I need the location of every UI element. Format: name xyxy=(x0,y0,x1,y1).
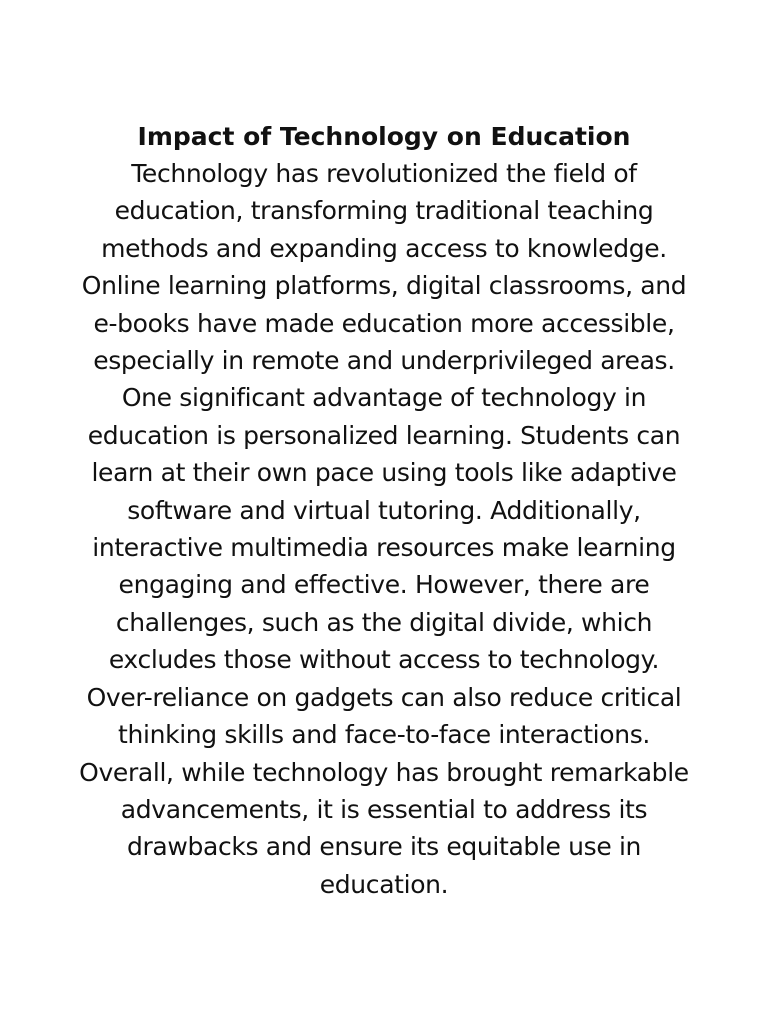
body-line: thinking skills and face-to-face interactions. xyxy=(118,720,650,750)
body-line: especially in remote and underprivileged areas. xyxy=(93,346,675,376)
body-line: methods and expanding access to knowledge. xyxy=(101,233,667,263)
body-line: education, transforming traditional teaching xyxy=(114,196,654,226)
body-line: drawbacks and ensure its equitable use in xyxy=(126,832,642,862)
body-line: learn at their own pace using tools like adaptive xyxy=(91,458,677,488)
body-line: Technology has revolutionized the field of xyxy=(131,159,637,188)
body-line: education is personalized learning. Students can xyxy=(87,420,681,450)
body-line: interactive multimedia resources make learning xyxy=(92,533,676,563)
body-line: advancements, it is essential to address its xyxy=(120,794,648,824)
document-content xyxy=(40,118,728,903)
body-line: Overall, while technology has brought remarkable xyxy=(79,757,689,787)
body-line: engaging and effective. However, there are xyxy=(118,570,650,600)
body-line: education. xyxy=(319,869,449,899)
body-line: challenges, such as the digital divide, which xyxy=(115,607,653,637)
document-body xyxy=(40,155,728,903)
body-line: software and virtual tutoring. Additionally, xyxy=(127,495,641,525)
body-line: excludes those without access to technology. xyxy=(108,645,660,675)
body-line: One significant advantage of technology in xyxy=(121,383,647,413)
body-line: e-books have made education more accessible, xyxy=(93,308,675,338)
body-line: Online learning platforms, digital classrooms, and xyxy=(81,271,687,301)
document-title: Impact of Technology on Education xyxy=(137,122,631,151)
body-line: Over-reliance on gadgets can also reduce critical xyxy=(86,682,682,712)
